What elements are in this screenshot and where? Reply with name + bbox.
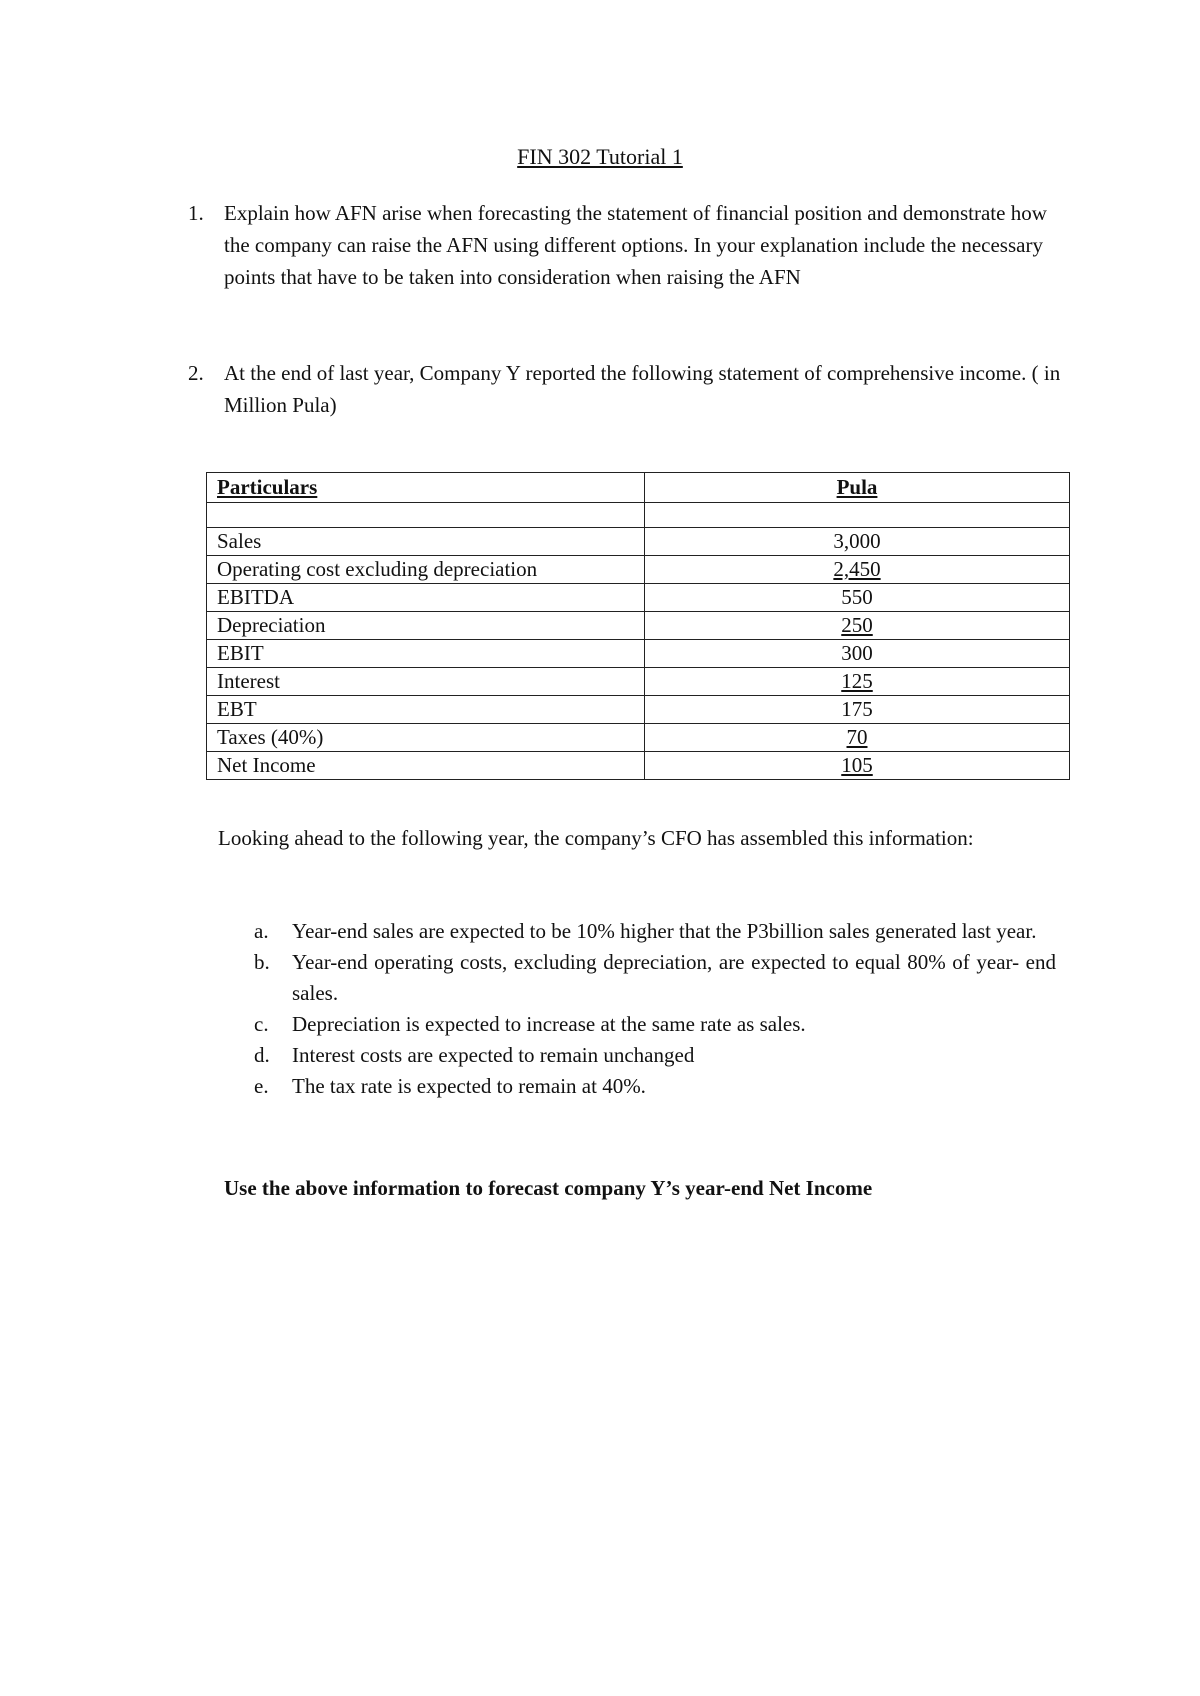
table-header-row — [207, 473, 1070, 503]
question-1-text: Explain how AFN arise when forecasting the statement of financial position and demonstrate how the company can raise the AFN using different options. In your explanation include the necessary points that have to be taken into consideration when raising the AFN — [224, 201, 1047, 289]
table-row — [207, 640, 1070, 668]
row-value: 3,000 — [645, 528, 1070, 556]
table-row — [207, 612, 1070, 640]
table-row — [207, 556, 1070, 584]
row-label: Taxes (40%) — [207, 724, 645, 752]
list-item-text: Interest costs are expected to remain unchanged — [292, 1043, 695, 1067]
list-item — [254, 1009, 1056, 1040]
table-row — [207, 724, 1070, 752]
income-statement-table — [206, 472, 1070, 780]
question-1 — [188, 197, 1068, 293]
row-value: 250 — [645, 612, 1070, 640]
row-value: 2,450 — [645, 556, 1070, 584]
row-label: EBIT — [207, 640, 645, 668]
list-marker: c. — [254, 1012, 269, 1036]
question-1-number: 1. — [188, 201, 204, 225]
row-label: Interest — [207, 668, 645, 696]
list-item — [254, 1071, 1056, 1102]
list-item — [254, 947, 1056, 1009]
question-2-number: 2. — [188, 361, 204, 385]
table-row — [207, 752, 1070, 780]
list-item-text: Depreciation is expected to increase at the same rate as sales. — [292, 1012, 806, 1036]
row-label: Sales — [207, 528, 645, 556]
list-marker: e. — [254, 1074, 269, 1098]
row-value: 125 — [645, 668, 1070, 696]
row-label: EBT — [207, 696, 645, 724]
table-blank-row — [207, 503, 1070, 528]
row-value: 70 — [645, 724, 1070, 752]
question-2-text: At the end of last year, Company Y reported the following statement of comprehensive income. ( in Million Pula) — [224, 361, 1061, 417]
list-item-text: Year-end sales are expected to be 10% higher that the P3billion sales generated last year. — [292, 919, 1037, 943]
question-2 — [188, 357, 1068, 421]
list-item-text: Year-end operating costs, excluding depreciation, are expected to equal 80% of year- end sales. — [292, 950, 1056, 1005]
list-item — [254, 1040, 1056, 1071]
row-value: 550 — [645, 584, 1070, 612]
row-value: 300 — [645, 640, 1070, 668]
list-item-text: The tax rate is expected to remain at 40%. — [292, 1074, 646, 1098]
row-label: EBITDA — [207, 584, 645, 612]
header-particulars: Particulars — [207, 473, 645, 503]
list-marker: a. — [254, 919, 269, 943]
list-marker: b. — [254, 950, 270, 974]
intro-paragraph: Looking ahead to the following year, the company’s CFO has assembled this information: — [218, 826, 974, 850]
row-label: Depreciation — [207, 612, 645, 640]
instruction: Use the above information to forecast company Y’s year-end Net Income — [224, 1176, 873, 1200]
info-list — [254, 916, 1056, 1102]
table-row — [207, 696, 1070, 724]
row-label: Net Income — [207, 752, 645, 780]
list-item — [254, 916, 1056, 947]
row-value: 105 — [645, 752, 1070, 780]
list-marker: d. — [254, 1043, 270, 1067]
row-value: 175 — [645, 696, 1070, 724]
header-pula: Pula — [645, 473, 1070, 503]
table-row — [207, 528, 1070, 556]
table-row — [207, 668, 1070, 696]
page-title: FIN 302 Tutorial 1 — [517, 144, 683, 169]
table-row — [207, 584, 1070, 612]
row-label: Operating cost excluding depreciation — [207, 556, 645, 584]
